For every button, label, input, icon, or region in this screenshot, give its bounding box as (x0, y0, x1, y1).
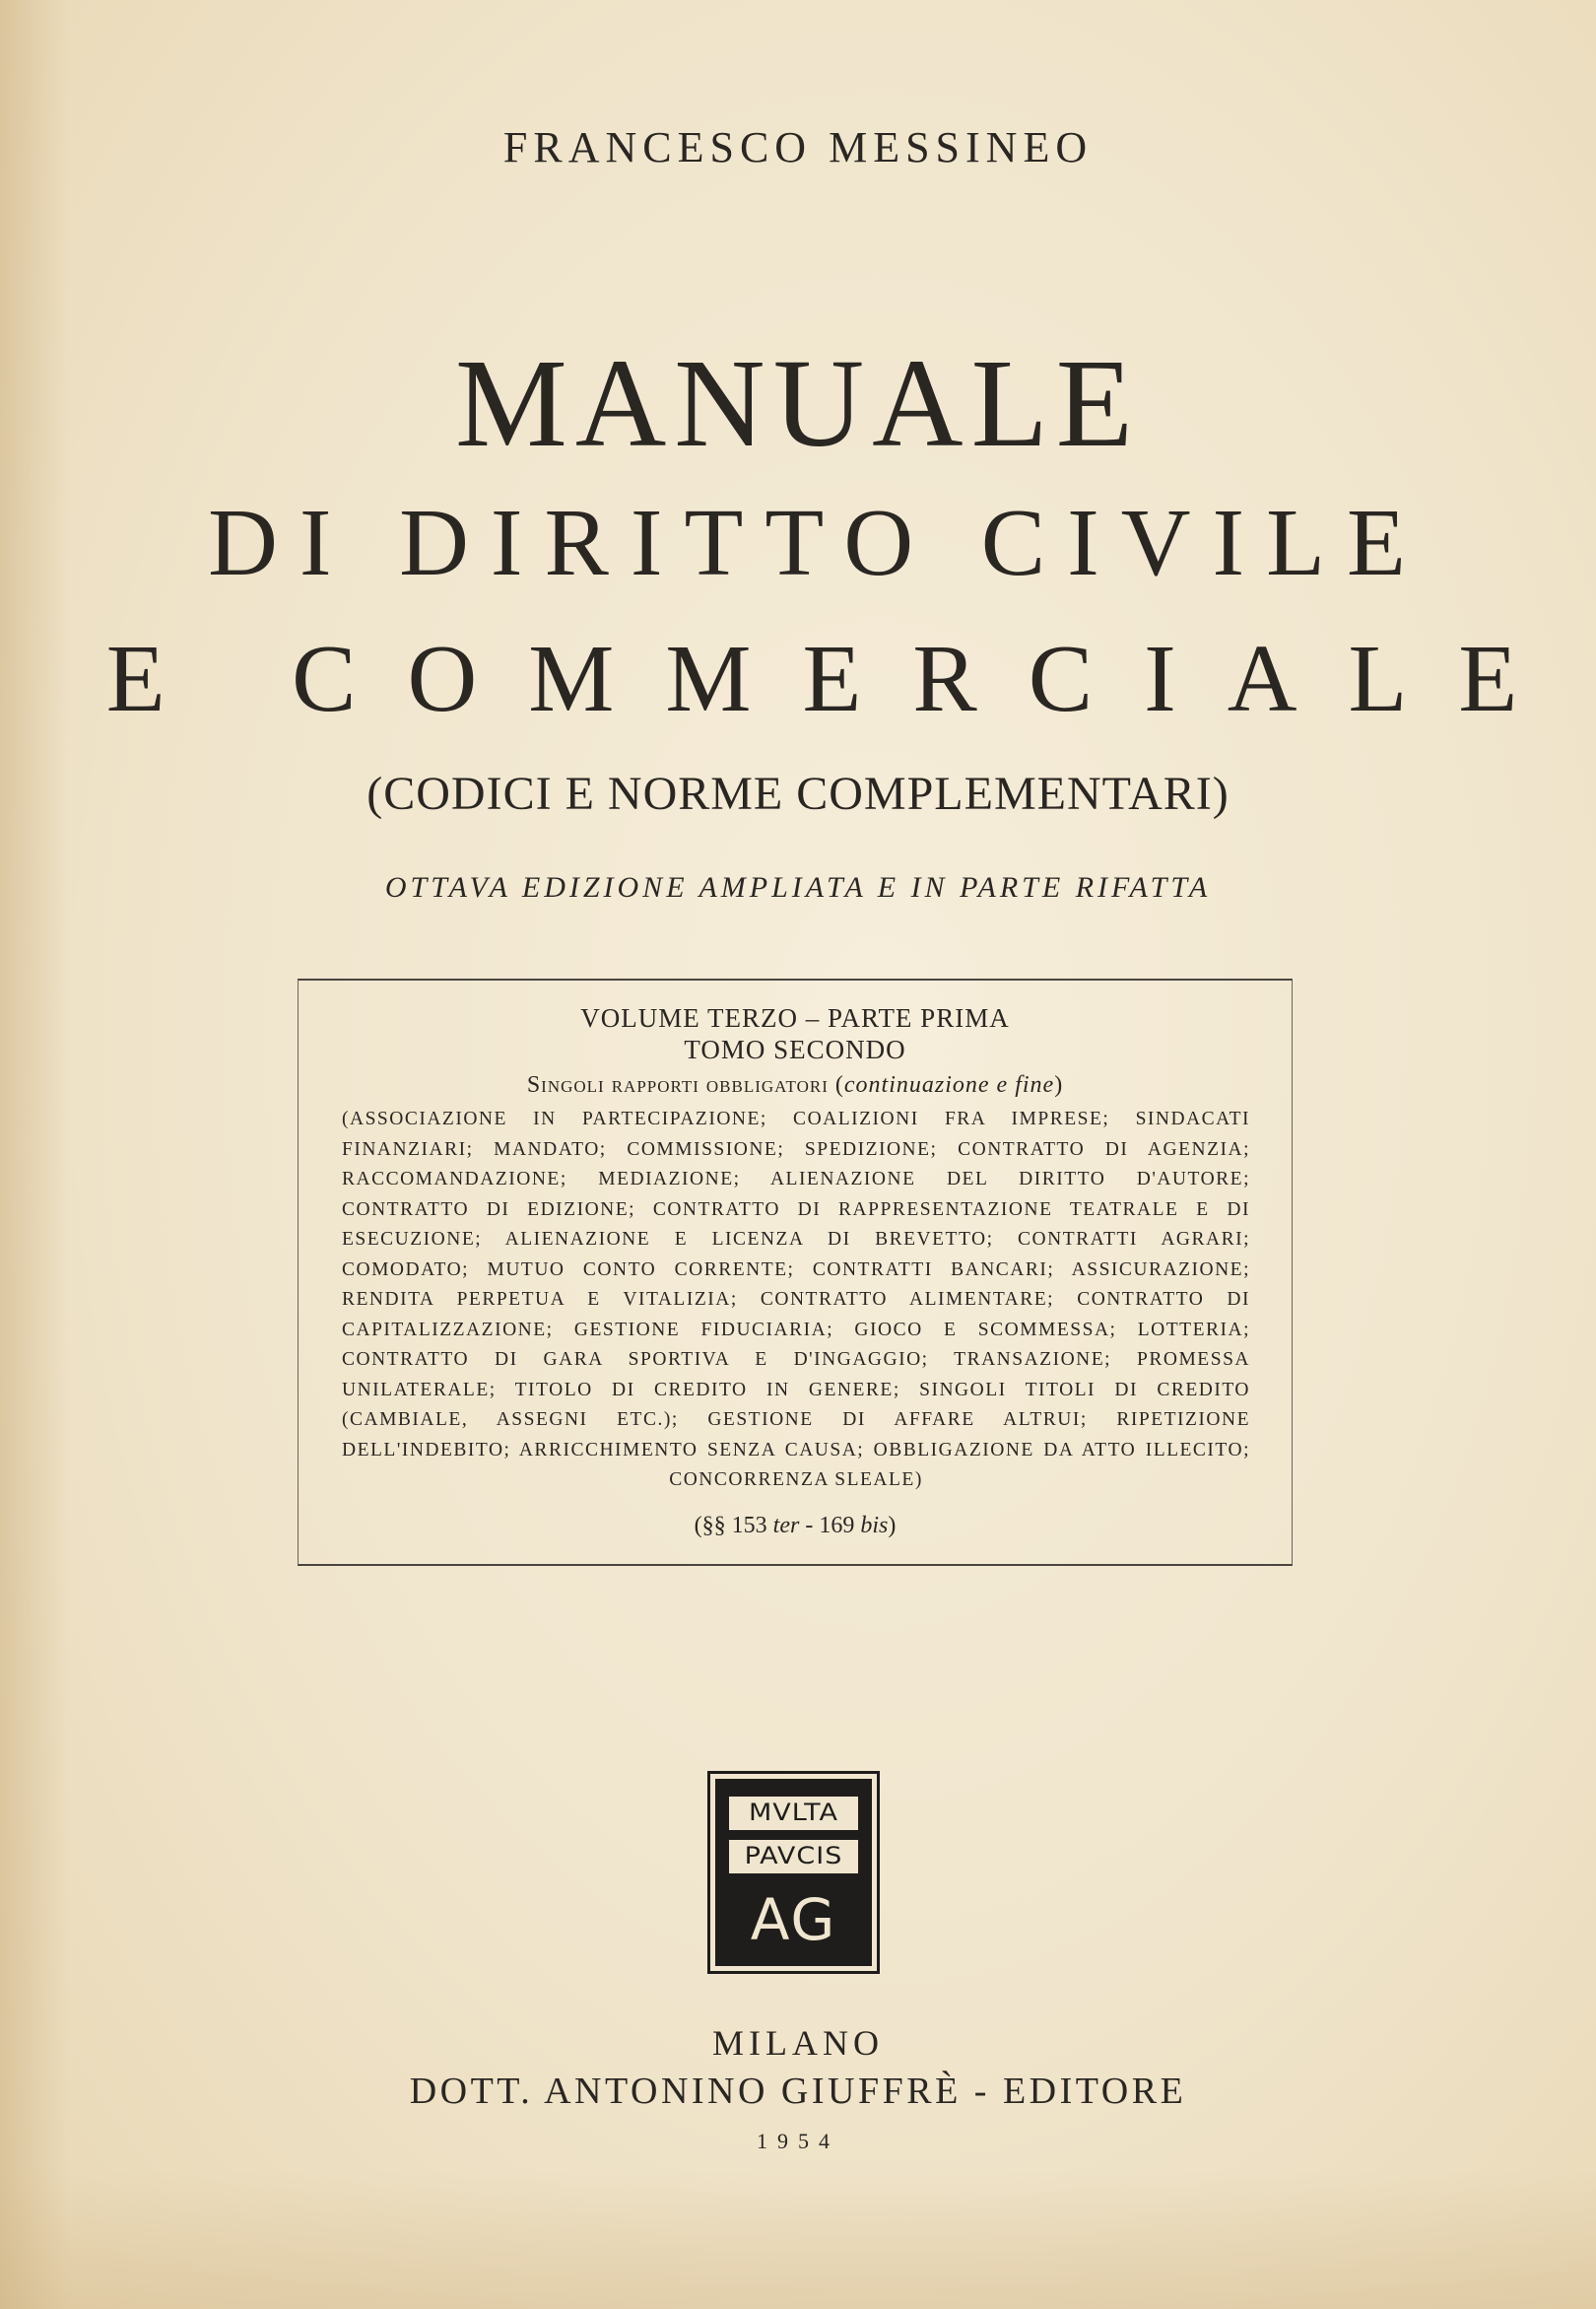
logo-band-paucis (729, 1840, 858, 1873)
author-name: FRANCESCO MESSINEO (502, 123, 1094, 171)
logo-band-multa-text: MVLTA (749, 1799, 838, 1827)
title-line-3: E COMMERCIALE (105, 626, 1569, 732)
volume-label: VOLUME TERZO – PARTE PRIMA (580, 1003, 1010, 1033)
section-range-mid: - 169 (799, 1513, 861, 1538)
section-range (299, 1513, 1292, 1539)
edition-note: OTTAVA EDIZIONE AMPLIATA E IN PARTE RIFATTA (384, 871, 1212, 904)
imprint-year: 1954 (757, 2129, 839, 2153)
section-range-open: (§§ 153 (694, 1513, 773, 1538)
imprint-city: MILANO (712, 2023, 884, 2063)
contents-box (298, 979, 1293, 1566)
topic-heading-suffix: ) (1054, 1072, 1064, 1098)
section-range-ter: ter (772, 1513, 800, 1538)
topic-heading-italic: continuazione e fine (843, 1072, 1055, 1098)
subtitle: (CODICI E NORME COMPLEMENTARI) (366, 768, 1230, 820)
section-range-bis: bis (860, 1513, 889, 1538)
tomo-label: TOMO SECONDO (684, 1035, 906, 1064)
logo-monogram: AG (750, 1886, 837, 1953)
topic-heading (299, 1072, 1292, 1099)
logo-band-paucis-text: PAVCIS (744, 1842, 843, 1870)
title-line-2: DI DIRITTO CIVILE (208, 490, 1428, 596)
logo-band-multa (729, 1797, 858, 1830)
publisher-logo (707, 1771, 880, 1974)
imprint-publisher: DOTT. ANTONINO GIUFFRÈ - EDITORE (409, 2071, 1187, 2112)
contents-description: (ASSOCIAZIONE IN PARTECIPAZIONE; COALIZIONI FRA IMPRESE; SINDACATI FINANZIARI; MANDATO; COMMISSIONE; SPEDIZIONE; CONTRATTO DI AGENZIA; RACCOMANDAZIONE; MEDIAZIONE; ALIENAZIONE DEL DIRITTO D'AUTORE; CONTRATTO DI EDIZIONE; CONTRATTO DI RAPPRESENTAZIONE TEATRALE E DI ESECUZIONE; ALIENAZIONE E LICENZA DI BREVETTO; CONTRATTI AGRARI; COMODATO; MUTUO CONTO CORRENTE; CONTRATTI BANCARI; ASSICURAZIONE; RENDITA PERPETUA E VITALIZIA; CONTRATTO ALIMENTARE; CONTRATTO DI CAPITALIZZAZIONE; GESTIONE FIDUCIARIA; GIOCO E SCOMMESSA; LOTTERIA; CONTRATTO DI GARA SPORTIVA E D'INGAGGIO; TRANSAZIONE; PROMESSA UNILATERALE; TITOLO DI CREDITO IN GENERE; SINGOLI TITOLI DI CREDITO (CAMBIALE, ASSEGNI ETC.); GESTIONE DI AFFARE ALTRUI; RIPETIZIONE DELL'INDEBITO; ARRICCHIMENTO SENZA CAUSA; OBBLIGAZIONE DA ATTO ILLECITO; CONCORRENZA SLEALE) (342, 1109, 1250, 1490)
section-range-close: ) (888, 1513, 897, 1538)
title-line-1: MANUALE (455, 333, 1141, 473)
topic-heading-prefix: Singoli rapporti obbligatori ( (526, 1072, 844, 1098)
